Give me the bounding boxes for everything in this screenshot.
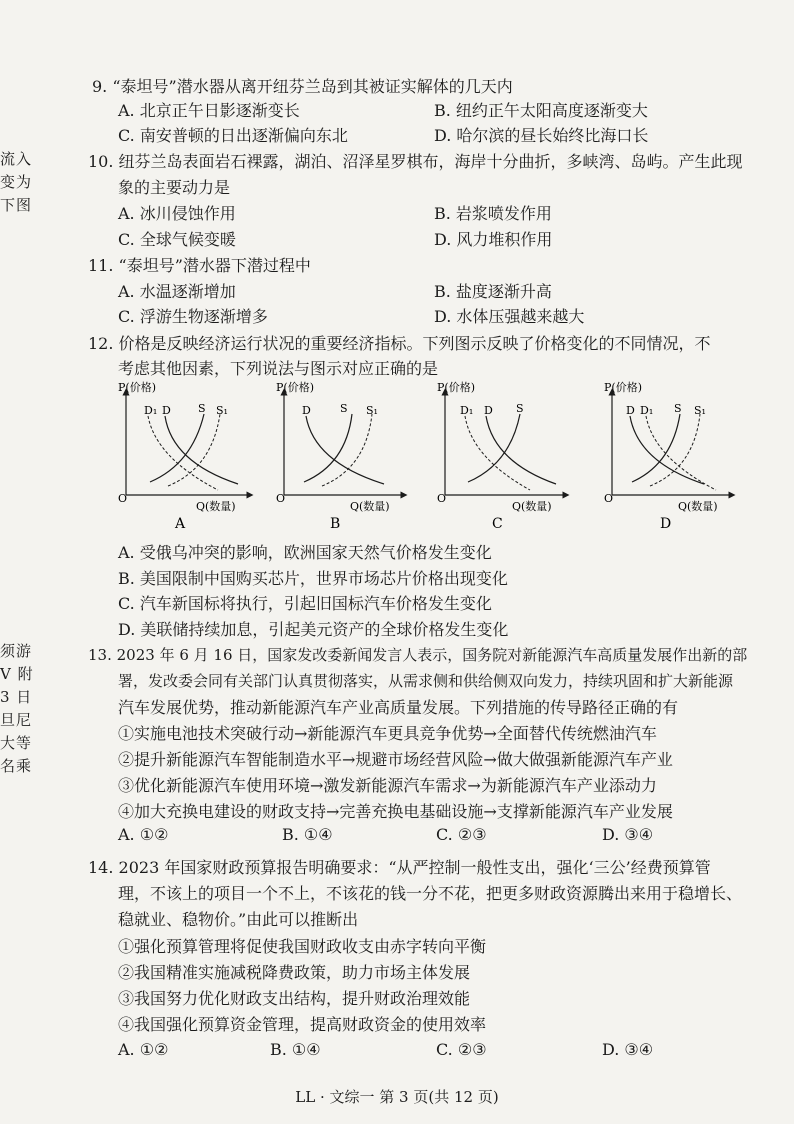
q10-option-b: B. 岩浆喷发作用 [434,204,552,223]
y-axis-label: P(价格) [276,381,314,394]
curve-label: S₁ [694,404,706,417]
graph-d [604,380,732,532]
graph-c [437,380,566,532]
demand-curve-d [306,416,384,484]
margin-text: 须游 [0,642,33,660]
page-footer: LL · 文综一 第 3 页(共 12 页) [295,1088,499,1106]
y-axis-label: P(价格) [118,381,156,394]
q13-option-b: B. ①④ [282,825,333,844]
question-14-stem-line3: 稳就业、稳物价。”由此可以推断出 [118,910,359,929]
y-axis-label: P(价格) [437,381,475,394]
q10-option-c: C. 全球气候变暖 [118,230,236,249]
q14-option-a: A. ①② [118,1040,169,1059]
q13-item-2: ②提升新能源汽车智能制造水平→规避市场经营风险→做大做强新能源汽车产业 [118,750,673,769]
question-14-stem-line1: 14. 2023 年国家财政预算报告明确要求：“从严控制一般性支出，强化‘三公’经费预算管 [88,858,711,877]
curve-label: D [302,404,311,417]
q14-item-4: ④我国强化预算资金管理，提高财政资金的使用效率 [118,1015,487,1034]
q14-option-b: B. ①④ [270,1040,321,1059]
margin-text: 3 日 [0,688,33,706]
q11-option-a: A. 水温逐渐增加 [118,282,236,301]
q12-option-b: B. 美国限制中国购买芯片，世界市场芯片价格出现变化 [118,569,508,588]
q13-item-1: ①实施电池技术突破行动→新能源汽车更具竞争优势→全面替代传统燃油汽车 [118,724,657,743]
curve-label: D₁ [144,404,158,417]
q14-item-3: ③我国努力优化财政支出结构，提升财政治理效能 [118,989,471,1008]
curve-label: S₁ [366,404,378,417]
graph-a [118,380,250,532]
origin-label: O [118,492,128,505]
supply-curve-s1 [650,414,700,486]
supply-curve-s1 [322,414,372,486]
supply-demand-graphs [0,378,794,538]
origin-label: O [437,492,447,505]
curve-label: D₁ [460,404,474,417]
supply-curve-s1 [168,414,220,486]
q11-option-b: B. 盐度逐渐升高 [434,282,552,301]
q14-item-2: ②我国精准实施减税降费政策，助力市场主体发展 [118,963,471,982]
q11-option-d: D. 水体压强越来越大 [434,307,585,326]
q14-option-d: D. ③④ [602,1040,654,1059]
q13-option-c: C. ②③ [436,825,487,844]
q11-option-c: C. 浮游生物逐渐增多 [118,307,268,326]
q13-option-d: D. ③④ [602,825,654,844]
curve-label: S [674,402,682,415]
x-axis-label: Q(数量) [196,500,236,513]
graph-letter: C [492,516,503,532]
x-axis-label: Q(数量) [512,500,552,513]
margin-text: 流入 [0,150,33,168]
question-9-stem: 9. “泰坦号”潜水器从离开纽芬兰岛到其被证实解体的几天内 [92,77,513,96]
y-axis-label: P(价格) [604,381,642,394]
curve-label: D [626,404,635,417]
graph-b [276,380,404,532]
q14-option-c: C. ②③ [436,1040,487,1059]
q12-option-c: C. 汽车新国标将执行，引起旧国标汽车价格发生变化 [118,594,492,613]
graph-letter: A [175,516,186,532]
x-axis-label: Q(数量) [350,500,390,513]
demand-curve-d [165,416,238,484]
supply-curve-s [468,414,520,482]
q9-option-b: B. 纽约正午太阳高度逐渐变大 [434,101,648,120]
q10-option-a: A. 冰川侵蚀作用 [118,204,236,223]
demand-curve-d1 [646,416,716,490]
curve-label: S [516,402,524,415]
margin-fragment-top [0,148,32,217]
q12-option-d: D. 美联储持续加息，引起美元资产的全球价格发生变化 [118,620,509,639]
curve-label: S [198,402,206,415]
question-11-stem: 11. “泰坦号”潜水器下潜过程中 [88,256,311,275]
margin-text: 变为 [0,173,33,191]
margin-text: V 附 [0,665,34,683]
demand-curve-d [486,416,556,484]
curve-label: S₁ [216,404,228,417]
graph-letter: B [330,516,341,532]
margin-fragment-middle [0,640,34,778]
origin-label: O [604,492,614,505]
q13-option-a: A. ①② [118,825,169,844]
question-10-stem-line2: 象的主要动力是 [118,178,231,197]
margin-text: 大等 [0,734,33,752]
margin-text: 下图 [0,196,33,214]
margin-text: 旦尼 [0,711,33,729]
question-14-stem-line2: 理，不该上的项目一个不上，不该花的钱一分不花，把更多财政资源腾出来用于稳增长、 [118,884,743,903]
curve-label: D₁ [640,404,654,417]
question-13-stem-line1: 13. 2023 年 6 月 16 日，国家发改委新闻发言人表示，国务院对新能源汽车高质量发展作出新的部 [88,646,748,664]
question-13-stem-line2: 署，发改委会同有关部门认真贯彻落实，从需求侧和供给侧双向发力，持续巩固和扩大新能源 [118,672,734,690]
question-12-stem-line2: 考虑其他因素，下列说法与图示对应正确的是 [118,359,439,378]
demand-curve-d [630,416,704,484]
supply-curve-s [150,414,204,482]
origin-label: O [276,492,286,505]
question-10-stem-line1: 10. 纽芬兰岛表面岩石裸露，湖泊、沼泽星罗棋布，海岸十分曲折，多峡湾、岛屿。产生此现 [88,152,743,171]
curve-label: D [484,404,493,417]
x-axis-label: Q(数量) [678,500,718,513]
curve-label: S [340,402,348,415]
curve-label: D [162,404,171,417]
q14-item-1: ①强化预算管理将促使我国财政收支由赤字转向平衡 [118,937,487,956]
question-13-stem-line3: 汽车发展优势，推动新能源汽车产业高质量发展。下列措施的传导路径正确的有 [118,698,679,717]
q10-option-d: D. 风力堆积作用 [434,230,553,249]
q9-option-a: A. 北京正午日影逐渐变长 [118,101,300,120]
q9-option-d: D. 哈尔滨的昼长始终比海口长 [434,126,649,145]
question-12-stem-line1: 12. 价格是反映经济运行状况的重要经济指标。下列图示反映了价格变化的不同情况，不 [88,334,711,353]
graph-letter: D [660,516,672,532]
q12-option-a: A. 受俄乌冲突的影响，欧洲国家天然气价格发生变化 [118,543,492,562]
q9-option-c: C. 南安普顿的日出逐渐偏向东北 [118,126,348,145]
margin-text: 名乘 [0,757,33,775]
q13-item-3: ③优化新能源汽车使用环境→激发新能源汽车需求→为新能源汽车产业添动力 [118,776,657,795]
q13-item-4: ④加大充换电建设的财政支持→完善充换电基础设施→支撑新能源汽车产业发展 [118,802,673,821]
